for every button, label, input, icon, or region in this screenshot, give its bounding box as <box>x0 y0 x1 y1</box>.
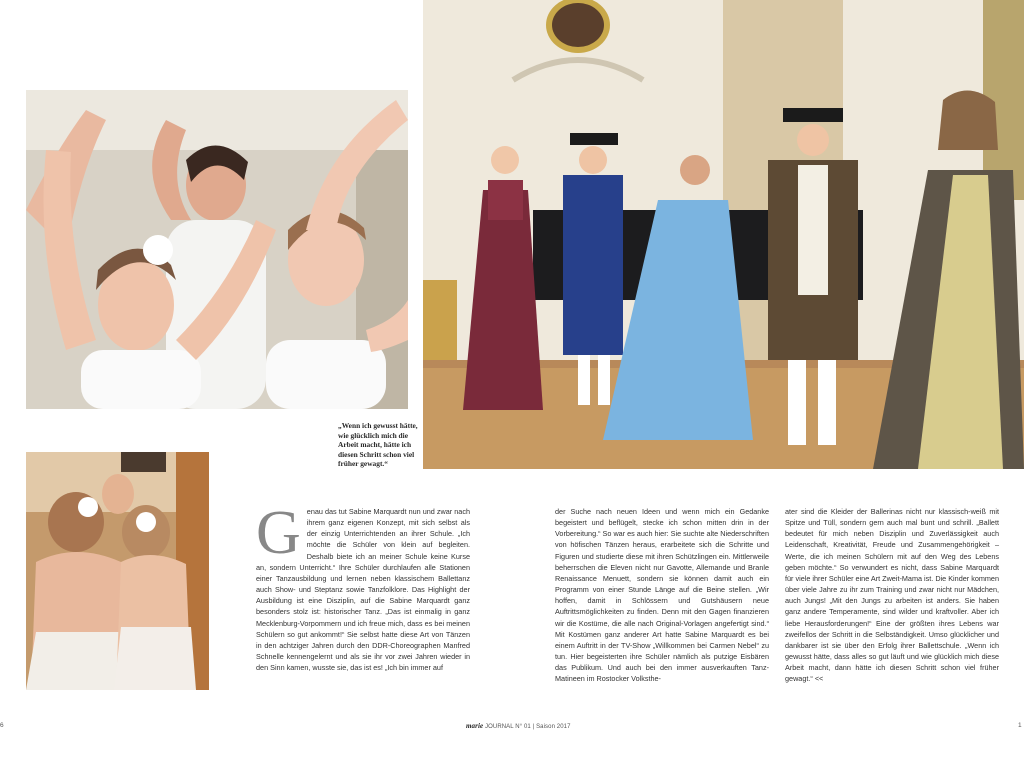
article-text-3: ater sind die Kleider der Ballerinas nicht nur klassisch-weiß mit Spitze und Tüll, sondern gern auch mal bunt und schrill. „Ballett bedeutet für mich neben Disziplin und Zuverlässigkeit auch Leidenschaft, Kreativität, Freude und Zusammengehörigkeit – Werte, die ich meinen Schülern mit auf den Weg des Lebens geben möchte.“ So verwundert es nicht, dass Sabine Marquardt für viele ihrer Schüler eine Art Zweit-Mama ist. Die Kinder kommen über viele Jahre zu ihr zum Training und zwar nicht nur Mädchen, auch Jungs! „Mit den Jungs zu arbeiten ist anders. Sie haben ganz andere Temperamente, sind wilder und kraftvoller. Aber ich liebe Herausforderungen!“ Eine der größten ihres Lebens war zweifellos der Schritt in die Selbständigkeit. Umso glücklicher und dankbarer ist sie über den Erfolg ihrer Ballettschule. „Wenn ich gewusst hätte, dass alles so gut läuft und wie glücklich mich diese Arbeit macht, dann hätte ich diesen Schritt schon viel früher gewagt.“ << <box>785 507 999 684</box>
ballet-class-photo <box>26 90 408 409</box>
article-column-2 <box>555 506 769 685</box>
pull-quote: „Wenn ich gewusst hätte, wie glücklich mich die Arbeit macht, hätte ich diesen Schritt schon viel früher gewagt.“ <box>338 421 418 469</box>
footer-separator: | <box>532 724 535 730</box>
footer-credit <box>466 722 571 730</box>
article-text-1: enau das tut Sabine Marquardt nun und zwar nach ihrem ganz eigenen Konzept, mit sich selbst als der einzig Unterrichtenden an ihrer Schule. „Ich möchte die Schüler von klein auf begleiten. Deshalb biete ich an meiner Schule keine Kurse an, sondern Unterricht.“ Ihre Schüler durchlaufen alle Stationen einer Tanzausbildung und lernen neben klassischem Ballettanz auch Show- und Steptanz sowie Tanzfolklore. Das Highlight der Ausbildung ist eine Disziplin, auf die Sabine Marquardt ganz besonders stolz ist: historischer Tanz. „Das ist einmalig in ganz Mecklenburg-Vorpommern und ich freue mich, dass es bei meinen Schülern so gut ankommt!“ Sie selbst hatte diese Art von Tänzen in den achtziger Jahren durch den DDR-Choreographen Manfred Schnelle kennengelernt und als sie ihr vor zwei Jahren wieder in den Sinn kamen, wusste sie, das ist es! „Ich bin immer auf <box>256 507 470 673</box>
season-label: Saison 2017 <box>536 724 571 730</box>
historical-dance-photo <box>423 0 1024 469</box>
journal-label: JOURNAL N° 01 <box>485 724 531 730</box>
brand-logo: marie <box>466 722 484 730</box>
article-column-3 <box>785 506 999 685</box>
page-number-right: 1 <box>1018 722 1022 729</box>
dressing-room-photo <box>26 452 209 690</box>
drop-cap: G <box>256 499 301 567</box>
page-number-left: 6 <box>0 722 4 729</box>
article-text-2: der Suche nach neuen Ideen und wenn mich ein Gedanke begeistert und beflügelt, stecke ich schon mitten drin in der Vorbereitung.“ So war es auch hier: Sie suchte alte Niederschriften von höfischen Tänzen heraus, erarbeitete sich die Schritte und Figuren und studierte diese mit ihren Schützlingen ein. Mittlerweile beherrschen die Eleven nicht nur Gavotte, Allemande und Branle Renaissance Menuett, sondern sie können damit auch ein Programm von einer Stunde Länge auf die Beine stellen. „Wir hoffen, damit in Schlössern und Gutshäusern neue Auftrittsmöglichkeiten zu finden. Denn mit den Gagen finanzieren wir die Kostüme, die alle nach Original-Vorlagen angefertigt sind.“ Mit Kostümen ganz anderer Art hatte Sabine Marquardt es bei einem Auftritt in der TV-Show „Willkommen bei Carmen Nebel“ zu tun. Hier begeisterten ihre Schüler nämlich als putzige Eisbären das Publikum. Und auch bei den immer ausverkauften Tanz-Matineen im Rostocker Volksthe- <box>555 507 769 684</box>
article-column-1 <box>256 499 470 673</box>
